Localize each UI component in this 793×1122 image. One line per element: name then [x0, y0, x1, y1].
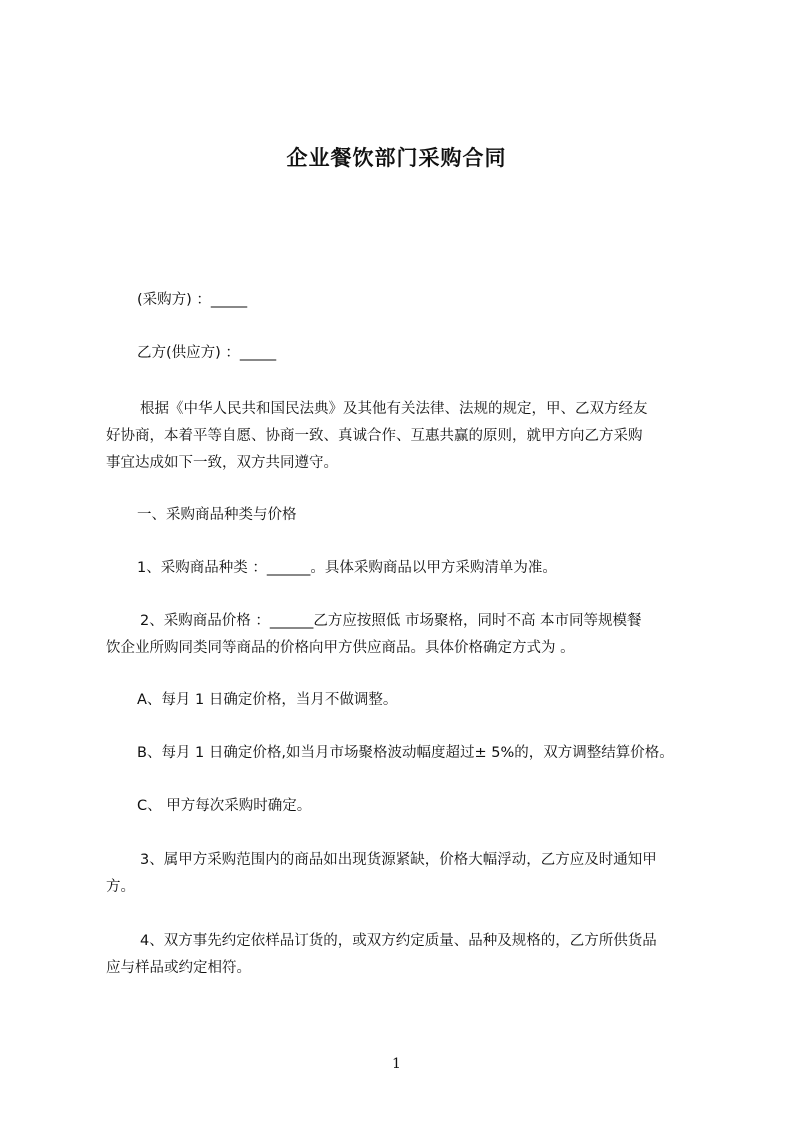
preamble-line-1: 根据《中华人民共和国民法典》及其他有关法律、法规的规定，甲、乙双方经友	[140, 401, 648, 417]
price-option-a: A、每月 1 日确定价格，当月不做调整。	[137, 692, 398, 708]
price-option-c: C、 甲方每次采购时确定。	[137, 798, 312, 814]
clause-1: 1、采购商品种类 ：______。具体采购商品以甲方采购清单为准。	[137, 560, 557, 576]
preamble-line-2: 好协商，本着平等自愿、协商一致、真诚合作、互惠共赢的原则，就甲方向乙方采购	[106, 428, 643, 444]
clause-4-line-2: 应与样品或约定相符。	[106, 960, 251, 976]
clause-4-line-1: 4、双方事先约定依样品订货的，或双方约定质量、品种及规格的，乙方所供货品	[140, 933, 657, 949]
clause-3-line-2: 方。	[106, 879, 135, 895]
section-1-heading: 一、采购商品种类与价格	[137, 507, 297, 523]
document-title: 企业餐饮部门采购合同	[286, 146, 507, 170]
party-b-line: 乙方(供应方) ：_____	[137, 345, 277, 361]
preamble-line-3: 事宜达成如下一致，双方共同遵守。	[106, 455, 338, 471]
clause-3-line-1: 3、属甲方采购范围内的商品如出现货源紧缺，价格大幅浮动，乙方应及时通知甲	[140, 852, 657, 868]
page-number: 1	[392, 1056, 401, 1072]
clause-2-line-2: 饮企业所购同类同等商品的价格向甲方供应商品。具体价格确定方式为 。	[106, 640, 575, 656]
party-a-line: (采购方) ：_____	[137, 292, 248, 308]
clause-2-line-1: 2、采购商品价格 ：______乙方应按照低 市场聚格，同时不高 本市同等规模餐	[140, 613, 642, 629]
price-option-b: B、每月 1 日确定价格,如当月市场聚格波动幅度超过± 5%的，双方调整结算价格。	[137, 745, 674, 761]
